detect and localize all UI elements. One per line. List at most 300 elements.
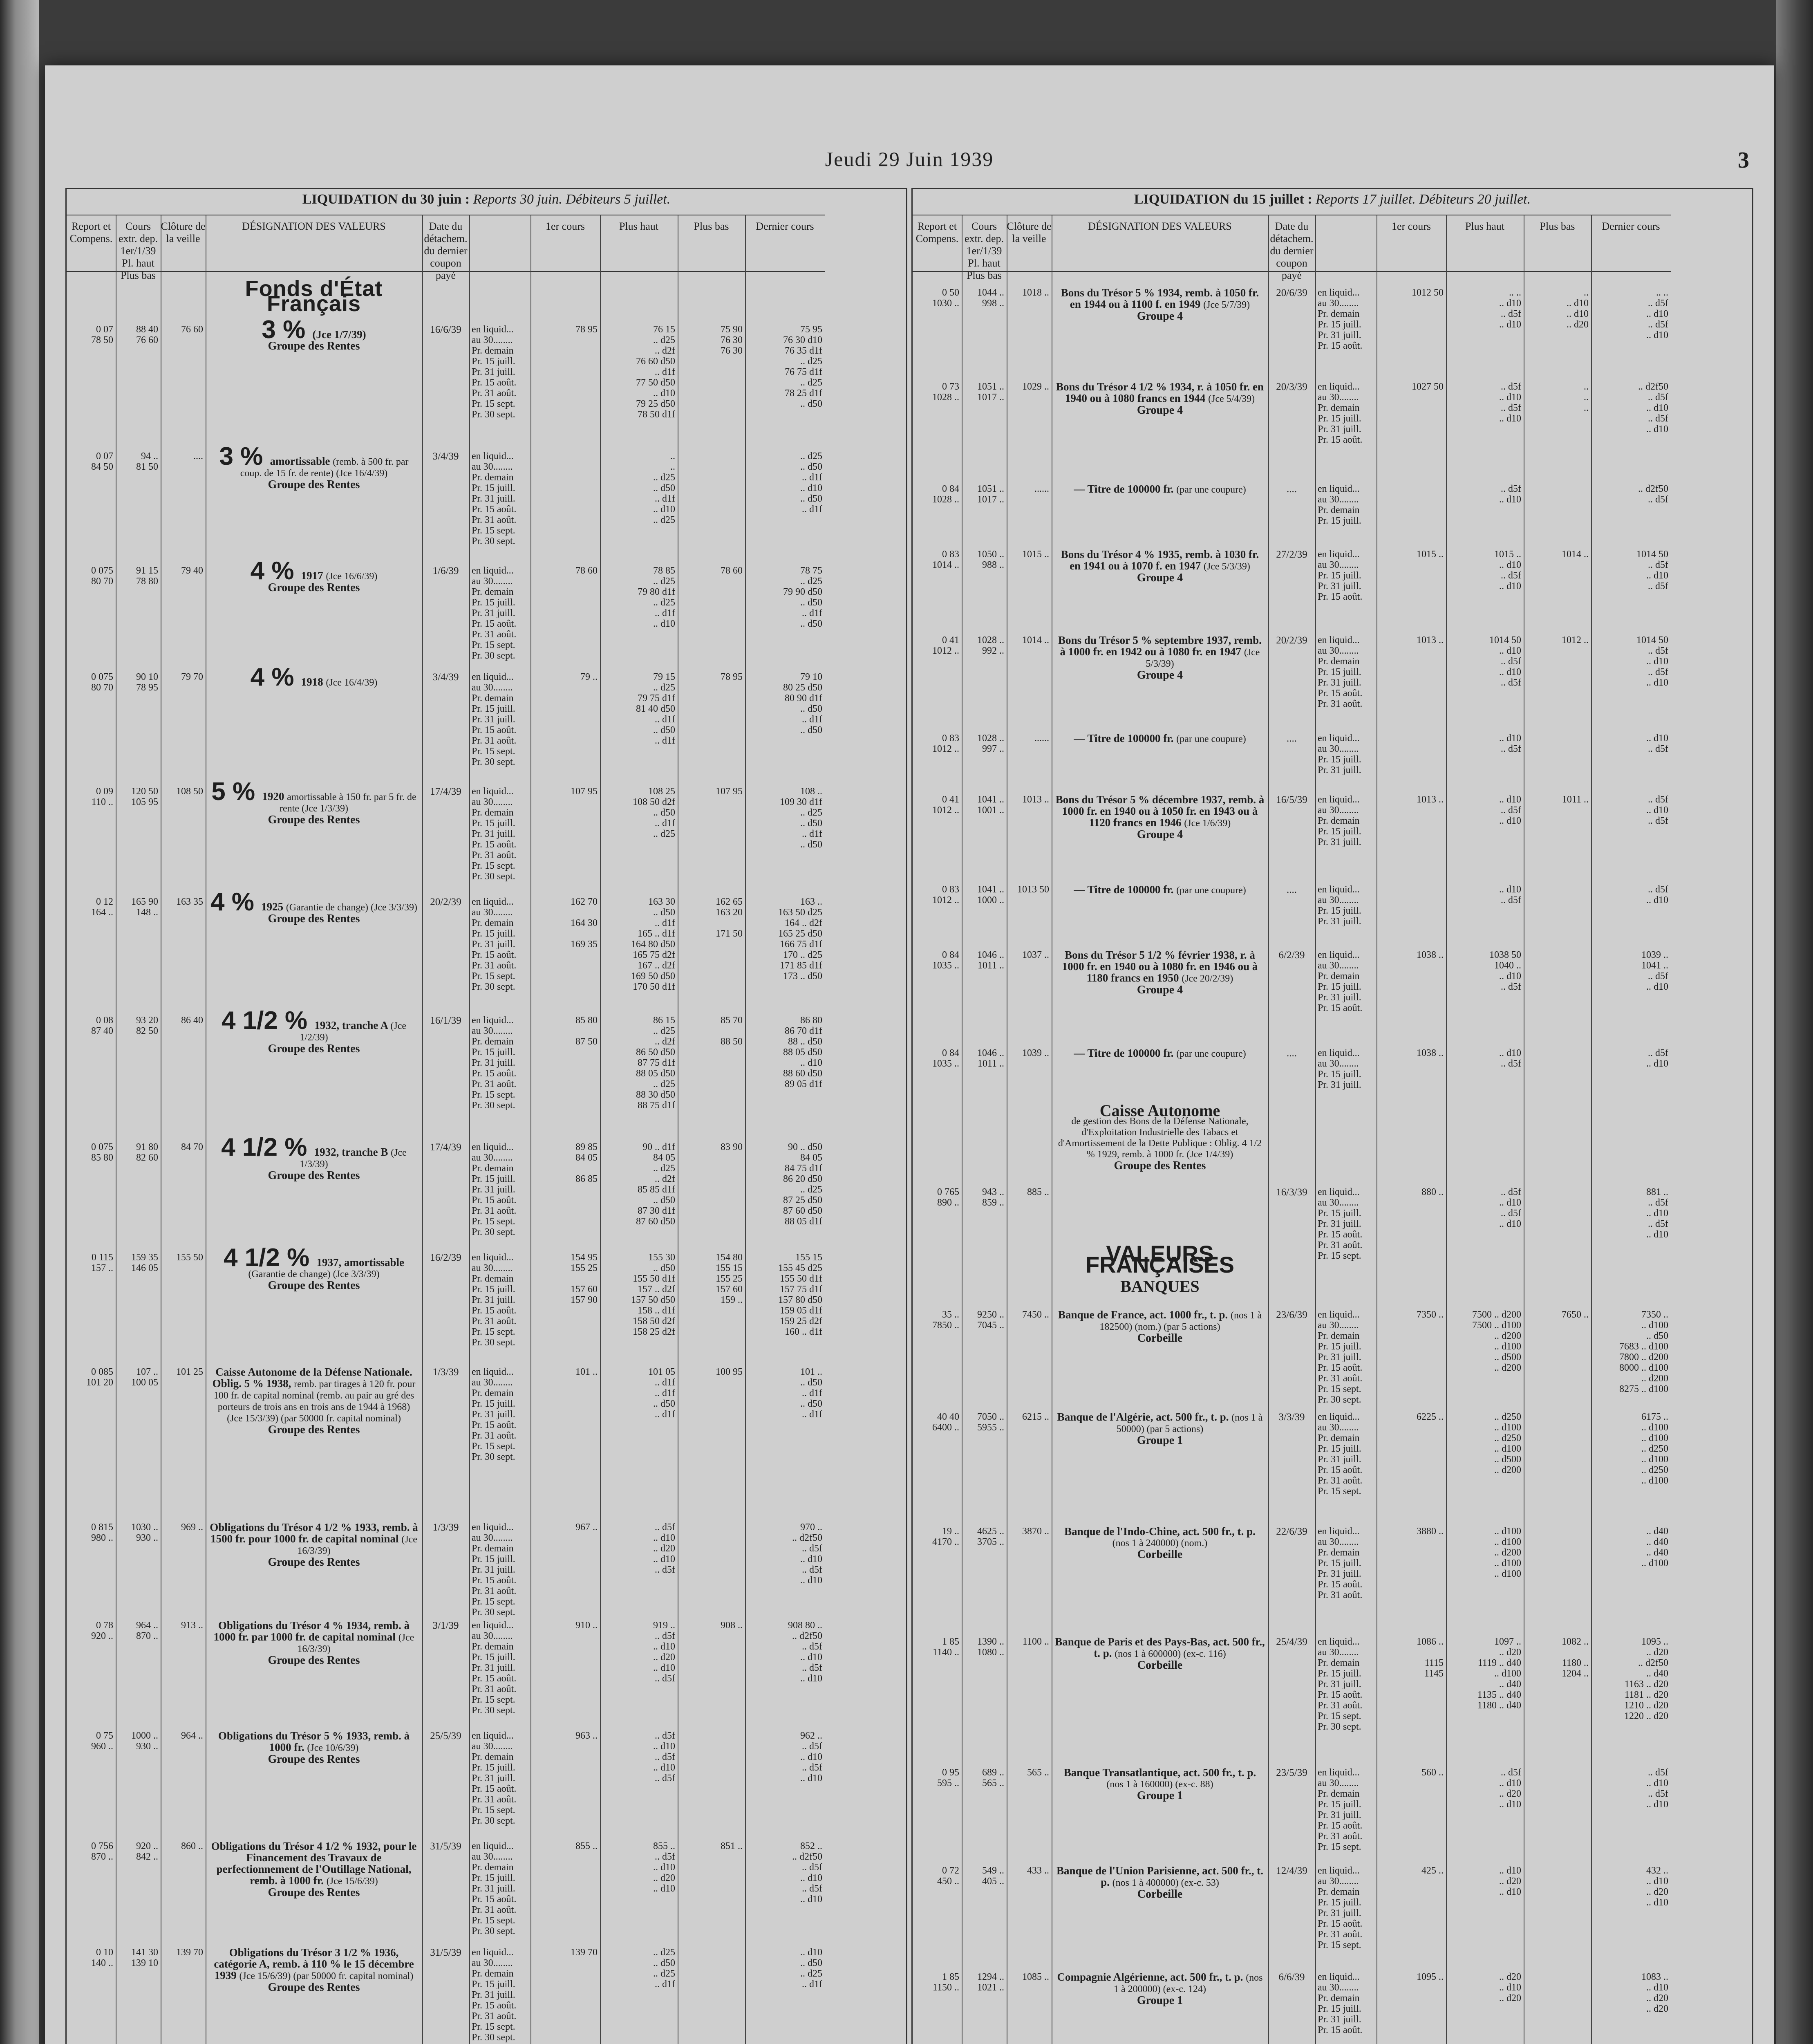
security-detail: (remb. à 500 fr. par coup. de 15 fr. de rente) (Jce 16/4/39) (240, 457, 409, 479)
last-price: 7350 .. .. d100 .. d50 7683 .. d100 7800 .. d200 8000 .. d100 .. d200 8275 .. d100 (1619, 1309, 1668, 1394)
report-value: 0 84 1028 .. (932, 484, 959, 505)
liquidation-table-left (65, 188, 907, 2044)
price-range: 107 .. 100 05 (131, 1367, 158, 1388)
security-designation (209, 442, 419, 491)
column-header-dernier: Dernier cours (745, 215, 825, 272)
last-price: .. .. .. d5f .. d10 .. d5f .. d10 (1646, 287, 1668, 341)
report-value: 0 73 1028 .. (932, 381, 959, 403)
rate-label: 4 % (210, 888, 262, 916)
security-name: Obligations du Trésor 4 % 1934, remb. à 1000 fr. par 1000 fr. de capital nominal (213, 1619, 410, 1643)
rate-label: 4 1/2 % (221, 1133, 314, 1161)
report-value: 0 83 1012 .. (932, 733, 959, 754)
closing-price: 1029 .. (1022, 381, 1049, 392)
security-designation (1055, 794, 1265, 840)
trading-group: Groupe 1 (1137, 1994, 1183, 2007)
trading-group: Corbeille (1137, 1888, 1183, 1901)
last-price: 881 .. .. d5f .. d10 .. d5f .. d10 (1646, 1187, 1668, 1240)
security-detail: (Jce 5/4/39) (1208, 394, 1255, 404)
security-designation (1055, 549, 1265, 583)
first-price: 880 .. (1421, 1187, 1444, 1197)
trading-group: Groupe des Rentes (268, 814, 360, 826)
coupon-date: 22/6/39 (1276, 1526, 1307, 1537)
settlement-terms: en liquid... au 30........ Pr. demain Pr. 15 juill. Pr. 31 juill. Pr. 15 août. Pr. 31 août. Pr. 15 sept. Pr. 30 sept. (472, 1252, 517, 1348)
price-range: 88 40 76 60 (136, 324, 158, 345)
trading-group: Groupe des Rentes (268, 340, 360, 352)
security-detail: (Garantie de change) (Jce 3/3/39) (286, 902, 417, 913)
coupon-date: 23/6/39 (1276, 1309, 1307, 1320)
column-header-terms (469, 215, 530, 272)
trading-group: Groupe des Rentes (268, 1042, 360, 1055)
section-title-text: Fonds d'État Français (245, 276, 383, 316)
settlement-terms: en liquid... au 30........ Pr. demain Pr. 15 juill. Pr. 31 juill. Pr. 15 août. Pr. 31 août. Pr. 15 sept. Pr. 30 sept. (1318, 1636, 1363, 1732)
column-rule (1315, 215, 1316, 2044)
settlement-terms: en liquid... au 30........ Pr. demain Pr. 15 juill. Pr. 31 juill. Pr. 15 août. Pr. 31 août. Pr. 15 sept. Pr. 30 sept. (472, 451, 517, 547)
report-value: 0 41 1012 .. (932, 635, 959, 656)
scan-background (1776, 0, 1813, 2044)
security-designation (209, 1841, 419, 1898)
report-value: 0 075 85 80 (91, 1142, 113, 1163)
security-name: Obligations du Trésor 5 % 1933, remb. à 1000 fr. (218, 1730, 410, 1753)
coupon-date: 16/2/39 (430, 1252, 461, 1263)
security-detail: (nos 1 à 240000) (nom.) (1112, 1538, 1208, 1549)
first-price: 910 .. (575, 1620, 598, 1631)
high-price: .. d10 .. d5f (1499, 733, 1521, 754)
security-designation (1055, 1309, 1265, 1344)
low-price: 85 70 88 50 (721, 1015, 743, 1047)
coupon-date: 3/4/39 (432, 451, 459, 462)
valeurs-title-text: VALEURS FRANÇAISES (1085, 1241, 1235, 1278)
report-value: 1 85 1140 .. (932, 1636, 959, 1658)
security-detail: (Jce 16/6/39) (326, 571, 378, 582)
closing-price: 139 70 (176, 1947, 203, 1958)
last-price: 1014 50 .. d5f .. d10 .. d5f .. d10 (1636, 635, 1668, 688)
last-price: 962 .. .. d5f .. d10 .. d5f .. d10 (800, 1730, 822, 1784)
security-detail: (par une coupure) (1176, 885, 1246, 896)
price-range: 93 20 82 50 (136, 1015, 158, 1036)
first-price: 1086 .. 1115 1145 (1417, 1636, 1444, 1679)
security-name: Banque de l'Union Parisienne, act. 500 fr., t. p. (1056, 1865, 1264, 1888)
security-detail: (par une coupure) (1176, 1049, 1246, 1059)
security-name: Compagnie Algérienne, act. 500 fr., t. p. (1057, 1971, 1246, 1983)
low-price: 7650 .. (1562, 1309, 1589, 1320)
low-price: 100 95 (716, 1367, 743, 1377)
settlement-terms: en liquid... au 30........ Pr. demain Pr. 15 juill. Pr. 31 juill. Pr. 15 août. Pr. 31 août. Pr. 15 sept. Pr. 30 sept. (472, 1620, 517, 1716)
settlement-terms: en liquid... au 30........ Pr. demain Pr. 15 juill. (1318, 484, 1361, 526)
low-price: 154 80 155 15 155 25 157 60 159 .. (716, 1252, 743, 1305)
last-price: .. d10 .. d50 .. d25 .. d1f (800, 1947, 822, 1990)
trading-group: Groupe des Rentes (268, 1279, 360, 1292)
security-designation (209, 663, 419, 691)
first-price: 7350 .. (1417, 1309, 1444, 1320)
first-price: 1038 .. (1417, 1048, 1444, 1058)
column-header-cloture: Clôture de la veille (161, 215, 206, 272)
closing-price: 1037 .. (1022, 950, 1049, 960)
security-name: 1918 (301, 676, 326, 688)
security-designation (209, 1730, 419, 1765)
column-rule (469, 215, 470, 2044)
security-designation (209, 1133, 419, 1182)
last-price: 155 15 155 45 d25 155 50 d1f 157 75 d1f 157 80 d50 159 05 d1f 159 25 d2f 160 .. d1f (778, 1252, 822, 1337)
price-range: 94 .. 81 50 (136, 451, 158, 472)
price-range: 9250 .. 7045 .. (977, 1309, 1004, 1331)
price-range: 159 35 146 05 (131, 1252, 158, 1273)
coupon-date: 25/5/39 (430, 1730, 461, 1741)
column-rule (1591, 215, 1592, 2044)
column-rule (600, 215, 601, 2044)
low-price: 1011 .. (1562, 794, 1589, 805)
settlement-terms: en liquid... au 30........ Pr. 15 juill. Pr. 31 juill. (1318, 884, 1361, 927)
security-designation (209, 888, 419, 925)
coupon-date: 16/1/39 (430, 1015, 461, 1026)
settlement-terms: en liquid... au 30........ Pr. 15 juill. Pr. 31 juill. Pr. 15 août. Pr. 31 août. Pr. 15 sept. (1318, 1187, 1363, 1261)
price-range: 91 80 82 60 (136, 1142, 158, 1163)
report-value: 0 72 450 .. (937, 1865, 959, 1887)
closing-price: 433 .. (1027, 1865, 1049, 1876)
closing-price: 860 .. (181, 1841, 203, 1851)
last-price: 970 .. .. d2f50 .. d5f .. d10 .. d5f .. d10 (792, 1522, 822, 1586)
security-detail: (par une coupure) (1176, 734, 1246, 744)
security-designation (1055, 287, 1265, 322)
liquidation-heading: LIQUIDATION du 15 juillet : (1134, 192, 1312, 207)
security-detail: (nos 1 à 50000) (par 5 actions) (1116, 1412, 1263, 1434)
closing-price: 155 50 (176, 1252, 203, 1263)
liquidation-subtitle: Reports 17 juillet. Débiteurs 20 juillet. (1316, 192, 1531, 207)
report-value: 0 075 80 70 (91, 565, 113, 587)
security-detail: (Jce 5/3/39) (1146, 647, 1260, 669)
report-value: 0 83 1014 .. (932, 549, 959, 570)
high-price: .. d250 .. d100 .. d250 .. d100 .. d500 .. d200 (1494, 1412, 1521, 1475)
security-detail: (par une coupure) (1176, 484, 1246, 495)
security-name: 1917 (301, 569, 326, 582)
high-price: 855 .. .. d5f .. d10 .. d20 .. d10 (653, 1841, 675, 1894)
closing-price: 1100 .. (1022, 1636, 1049, 1647)
price-range: 1028 .. 997 .. (977, 733, 1004, 754)
settlement-terms: en liquid... au 30........ Pr. 15 juill. Pr. 31 juill. Pr. 15 août. (1318, 549, 1363, 602)
closing-price: 76 60 (181, 324, 203, 335)
settlement-terms: en liquid... au 30........ Pr. demain Pr. 15 juill. Pr. 31 juill. Pr. 15 août. (1318, 1972, 1363, 2035)
security-name: 1932, tranche B (314, 1146, 391, 1158)
low-price: 75 90 76 30 76 30 (721, 324, 743, 356)
security-designation (1055, 381, 1265, 416)
settlement-terms: en liquid... au 30........ Pr. demain Pr. 15 juill. Pr. 31 juill. Pr. 15 août. Pr. 31 août. Pr. 15 sept. Pr. 30 sept. (472, 896, 517, 992)
settlement-terms: en liquid... au 30........ Pr. demain Pr. 15 juill. Pr. 31 juill. Pr. 15 août. Pr. 31 août. Pr. 15 sept. Pr. 30 sept. (472, 1367, 517, 1462)
settlement-terms: en liquid... au 30........ Pr. demain Pr. 15 juill. Pr. 31 juill. Pr. 15 août. (1318, 381, 1363, 445)
first-price: 560 .. (1421, 1767, 1444, 1778)
report-value: 0 756 870 .. (91, 1841, 113, 1862)
trading-group: Corbeille (1137, 1332, 1183, 1345)
high-price: .. .. .. d25 .. d50 .. d1f .. d10 .. d25 (653, 451, 675, 525)
first-price: 139 70 (571, 1947, 598, 1958)
report-value: 0 08 87 40 (91, 1015, 113, 1036)
security-detail: (Jce 1/6/39) (1184, 818, 1231, 829)
high-price: .. d10 .. d5f (1499, 884, 1521, 905)
security-name: Banque de France, act. 1000 fr., t. p. (1058, 1309, 1231, 1321)
low-price: 908 .. (721, 1620, 743, 1631)
coupon-date: 17/4/39 (430, 1142, 461, 1153)
security-designation (209, 1522, 419, 1568)
price-range: 120 50 105 95 (131, 786, 158, 807)
last-price: 101 .. .. d50 .. d1f .. d50 .. d1f (800, 1367, 822, 1420)
security-designation (1055, 1865, 1265, 1900)
closing-price: ...... (1034, 733, 1049, 744)
trading-group: Groupe 4 (1137, 572, 1183, 584)
security-designation (209, 557, 419, 594)
closing-price: 885 .. (1027, 1187, 1049, 1197)
high-price: .. d10 .. d5f (1499, 1048, 1521, 1069)
report-value: 0 07 78 50 (91, 324, 113, 345)
coupon-date: 20/2/39 (1276, 635, 1307, 646)
security-name: Bons du Trésor 5 % 1934, remb. à 1050 fr. en 1944 ou à 1100 f. en 1949 (1061, 287, 1259, 310)
security-name: Banque de Paris et des Pays-Bas, act. 500 fr., t. p. (1055, 1636, 1265, 1659)
high-price: .. d10 .. d20 .. d10 (1499, 1865, 1521, 1897)
closing-price: 565 .. (1027, 1767, 1049, 1778)
coupon-date: .... (1287, 733, 1297, 744)
coupon-date: 31/5/39 (430, 1841, 461, 1852)
closing-price: 913 .. (181, 1620, 203, 1631)
column-header-dernier: Dernier cours (1591, 215, 1671, 272)
security-name: Banque de l'Algérie, act. 500 fr., t. p. (1057, 1411, 1232, 1423)
security-detail: (Jce 20/2/39) (1182, 973, 1233, 984)
security-designation (1055, 1526, 1265, 1560)
column-rule (422, 215, 423, 2044)
security-name: — Titre de 100000 fr. (1074, 732, 1177, 744)
closing-price: 6215 .. (1022, 1412, 1049, 1422)
settlement-terms: en liquid... au 30........ Pr. demain Pr. 15 juill. Pr. 31 juill. Pr. 15 août. Pr. 31 août. Pr. 15 sept. Pr. 30 sept. (472, 324, 517, 420)
high-price: 155 30 .. d50 155 50 d1f 157 .. d2f 157 50 d50 158 .. d1f 158 50 d2f 158 25 d2f (631, 1252, 675, 1337)
column-header-plus-bas: Plus bas (678, 215, 745, 272)
security-detail: (Jce 16/4/39) (326, 677, 378, 688)
coupon-date: 1/3/39 (432, 1367, 459, 1378)
security-designation (209, 778, 419, 826)
column-header-cours: Cours extr. dep. 1er/1/39 Pl. haut Plus bas (962, 215, 1007, 272)
coupon-date: 16/6/39 (430, 324, 461, 335)
high-price: .. d5f .. d10 (1499, 484, 1521, 505)
first-price: 79 .. (580, 672, 598, 682)
first-price: 85 80 87 50 (575, 1015, 598, 1047)
low-price: 107 95 (716, 786, 743, 797)
security-name: 1937, amortissable (316, 1256, 404, 1269)
section-title (209, 276, 419, 316)
coupon-date: 20/2/39 (430, 896, 461, 908)
low-price: .. .. d10 .. d10 .. d20 (1567, 287, 1589, 330)
first-price: 89 85 84 05 86 85 (575, 1142, 598, 1184)
low-price: 1014 .. (1562, 549, 1589, 560)
last-price: .. d5f .. d10 (1646, 884, 1668, 905)
price-range: 7050 .. 5955 .. (977, 1412, 1004, 1433)
price-range: 1051 .. 1017 .. (977, 484, 1004, 505)
last-price: .. d40 .. d40 .. d40 .. d100 (1641, 1526, 1668, 1569)
last-price: .. d10 .. d5f (1646, 733, 1668, 754)
security-name: Bons du Trésor 4 1/2 % 1934, r. à 1050 fr. en 1940 ou à 1080 francs en 1944 (1056, 381, 1264, 404)
security-detail: (nos 1 à 400000) (ex-c. 53) (1112, 1878, 1219, 1888)
report-value: 0 10 140 .. (91, 1947, 113, 1968)
report-value: 0 765 890 .. (937, 1187, 959, 1208)
high-price: .. d10 .. d5f .. d10 (1499, 794, 1521, 826)
price-range: 964 .. 870 .. (136, 1620, 158, 1641)
price-range: 549 .. 405 .. (982, 1865, 1004, 1887)
first-price: 855 .. (575, 1841, 598, 1851)
high-price: 90 .. d1f 84 05 .. d25 .. d2f 85 85 d1f .. d50 87 30 d1f 87 60 d50 (636, 1142, 675, 1227)
security-designation (209, 1006, 419, 1055)
report-value: 0 83 1012 .. (932, 884, 959, 905)
first-price: 1095 .. (1417, 1972, 1444, 1982)
security-designation (1055, 1636, 1265, 1671)
security-designation (1055, 635, 1265, 681)
settlement-terms: en liquid... au 30........ Pr. demain Pr. 15 juill. Pr. 31 juill. Pr. 15 août. Pr. 31 août. Pr. 15 sept. (1318, 1865, 1363, 1950)
trading-group: Groupe 4 (1137, 984, 1183, 996)
security-name: 1932, tranche A (314, 1019, 391, 1031)
last-price: 108 .. 109 30 d1f .. d25 .. d50 .. d1f .. d50 (780, 786, 822, 850)
closing-price: 969 .. (181, 1522, 203, 1533)
settlement-terms: en liquid... au 30........ Pr. demain Pr. 15 juill. Pr. 31 juill. Pr. 15 août. Pr. 31 août. Pr. 15 sept. Pr. 30 sept. (1318, 1309, 1363, 1405)
coupon-date: 31/5/39 (430, 1947, 461, 1958)
report-value: 1 85 1150 .. (932, 1972, 959, 1993)
last-price: 1014 50 .. d5f .. d10 .. d5f (1636, 549, 1668, 592)
price-range: 1030 .. 930 .. (131, 1522, 158, 1543)
closing-price: 86 40 (181, 1015, 203, 1026)
security-detail: remb. par tirages à 120 fr. pour 100 fr. de capital nominal (remb. au pair au gré des porteurs de trois ans en trois ans de 1944 à 1968) (Jce 15/3/39) (par 50000 fr. capital nominal) (213, 1379, 416, 1424)
trading-group: Groupe des Rentes (1114, 1159, 1206, 1172)
first-price: 78 60 (575, 565, 598, 576)
coupon-date: 23/5/39 (1276, 1767, 1307, 1778)
last-price: 908 80 .. .. d2f50 .. d5f .. d10 .. d5f .. d10 (788, 1620, 822, 1684)
first-price: 78 95 (575, 324, 598, 335)
settlement-terms: en liquid... au 30........ Pr. demain Pr. 15 juill. Pr. 31 juill. Pr. 15 août. Pr. 31 août. Pr. 15 sept. Pr. 30 sept. (472, 1730, 517, 1826)
coupon-date: 1/6/39 (432, 565, 459, 576)
coupon-date: 3/4/39 (432, 672, 459, 683)
security-detail: (Jce 1/3/39) (300, 1148, 407, 1170)
rate-label: 5 % (211, 778, 262, 806)
security-name: amortissable (270, 455, 333, 467)
low-price: 78 95 (721, 672, 743, 682)
trading-group: Groupe des Rentes (268, 1753, 360, 1766)
settlement-terms: en liquid... au 30........ Pr. demain Pr. 15 juill. Pr. 31 juill. Pr. 15 août. Pr. 31 août. Pr. 15 sept. (1318, 1767, 1363, 1852)
first-price: 154 95 155 25 157 60 157 90 (571, 1252, 598, 1305)
settlement-terms: en liquid... au 30........ Pr. 15 juill. Pr. 31 juill. (1318, 733, 1361, 775)
last-price: 75 95 76 30 d10 76 35 d1f .. d25 76 75 d1f .. d25 78 25 d1f .. d50 (783, 324, 822, 409)
rate-label: 4 1/2 % (221, 1006, 315, 1035)
last-price: 1039 .. 1041 .. .. d5f .. d10 (1641, 950, 1668, 992)
security-designation (209, 1620, 419, 1666)
security-detail: (Jce 16/3/39) (297, 1632, 414, 1654)
security-detail: (nos 1 à 600000) (ex-c. 116) (1115, 1649, 1226, 1659)
security-name: Bons du Trésor 5 % septembre 1937, remb. à 1000 fr. en 1942 ou à 1080 fr. en 1947 (1058, 634, 1262, 658)
security-detail: (Jce 10/6/39) (307, 1743, 359, 1753)
price-range: 4625 .. 3705 .. (977, 1526, 1004, 1547)
security-name: Bons du Trésor 5 % décembre 1937, remb. à 1000 fr. en 1940 ou à 1050 fr. en 1943 ou à 1120 francs en 1946 (1055, 793, 1265, 829)
last-price: .. d5f .. d10 (1646, 1048, 1668, 1069)
coupon-date: 20/3/39 (1276, 381, 1307, 392)
closing-price: 79 40 (181, 565, 203, 576)
high-price: .. d5f .. d10 .. d5f .. d10 (1499, 381, 1521, 424)
first-price: 967 .. (575, 1522, 598, 1533)
settlement-terms: en liquid... au 30........ Pr. demain Pr. 15 juill. Pr. 31 juill. Pr. 15 août. Pr. 31 août. Pr. 15 sept. Pr. 30 sept. (472, 1522, 517, 1618)
last-price: 78 75 .. d25 79 90 d50 .. d50 .. d1f .. d50 (783, 565, 822, 629)
first-price: 1015 .. (1417, 549, 1444, 560)
closing-price: 964 .. (181, 1730, 203, 1741)
security-designation (209, 1947, 419, 1993)
first-price: 1012 50 (1412, 287, 1444, 298)
column-header-plus-bas: Plus bas (1524, 215, 1591, 272)
report-value: 0 115 157 .. (91, 1252, 113, 1273)
high-price: .. d5f .. d10 .. d5f .. d10 (1499, 1187, 1521, 1229)
security-name: Banque de l'Indo-Chine, act. 500 fr., t. p. (1064, 1525, 1256, 1537)
high-price: 1097 .. .. d20 1119 .. d40 .. d100 .. d40 1135 .. d40 1180 .. d40 (1477, 1636, 1521, 1711)
closing-price: 1013 50 (1017, 884, 1049, 895)
column-rule (530, 215, 531, 2044)
security-designation (1055, 484, 1265, 495)
high-price: .. d5f .. d10 .. d5f .. d10 .. d5f (653, 1730, 675, 1784)
security-name: Bons du Trésor 5 1/2 % février 1938, r. à 1000 fr. en 1940 ou à 1080 fr. en 1946 ou à 1180 francs en 1950 (1062, 949, 1258, 984)
coupon-date: 25/4/39 (1276, 1636, 1307, 1647)
low-price: 1082 .. 1180 .. 1204 .. (1562, 1636, 1589, 1679)
rate-label: 4 1/2 % (224, 1244, 317, 1272)
security-detail: (Jce 5/7/39) (1203, 300, 1250, 310)
high-price: 78 85 .. d25 79 80 d1f .. d25 .. d1f .. d10 (638, 565, 675, 629)
security-name: — Titre de 100000 fr. (1074, 483, 1177, 495)
trading-group: Groupe 4 (1137, 828, 1183, 841)
price-range: 1050 .. 988 .. (977, 549, 1004, 570)
settlement-terms: en liquid... au 30........ Pr. demain Pr. 15 juill. Pr. 31 juill. Pr. 15 août. Pr. 31 août. Pr. 15 sept. Pr. 30 sept. (472, 1015, 517, 1111)
column-header-report: Report et Compens. (913, 215, 962, 272)
settlement-terms: en liquid... au 30........ Pr. demain Pr. 15 juill. Pr. 31 juill. (1318, 794, 1361, 847)
price-range: 920 .. 842 .. (136, 1841, 158, 1862)
column-header-plus-haut: Plus haut (1446, 215, 1524, 272)
report-value: 0 75 960 .. (91, 1730, 113, 1752)
settlement-terms: en liquid... au 30........ Pr. demain Pr. 15 juill. Pr. 31 juill. Pr. 15 août. Pr. 31 août. Pr. 15 sept. Pr. 30 sept. (472, 1947, 517, 2043)
security-designation (1055, 733, 1265, 745)
trading-group: Corbeille (1137, 1659, 1183, 1672)
report-value: 40 40 6400 .. (932, 1412, 959, 1433)
high-price: .. d100 .. d100 .. d200 .. d100 .. d100 (1494, 1526, 1521, 1579)
caisse-detail: de gestion des Bons de la Défense Nationale, d'Exploitation Industrielle des Tabacs et d'Amortissement de la Dette Publique : Oblig. 4 1/2 % 1929, remb. à 1000 fr. (Jce 1/4/39) (1058, 1116, 1262, 1160)
trading-group: Groupe des Rentes (268, 581, 360, 594)
closing-price: 1018 .. (1022, 287, 1049, 298)
trading-group: Groupe 1 (1137, 1434, 1183, 1447)
last-price: .. d25 .. d50 .. d1f .. d10 .. d50 .. d1f (800, 451, 822, 515)
first-price: 101 .. (575, 1367, 598, 1377)
settlement-terms: en liquid... au 30........ Pr. 15 juill. Pr. 31 juill. (1318, 1048, 1361, 1090)
settlement-terms: en liquid... au 30........ Pr. demain Pr. 15 juill. Pr. 31 juill. Pr. 15 août. Pr. 31 août. (1318, 635, 1363, 709)
coupon-date: .... (1287, 884, 1297, 895)
last-price: 852 .. .. d2f50 .. d5f .. d10 .. d5f .. d10 (792, 1841, 822, 1905)
report-value: 0 78 920 .. (91, 1620, 113, 1641)
last-price: 163 .. 163 50 d25 164 .. d2f 165 25 d50 166 75 d1f 170 .. d25 171 85 d1f 173 .. d50 (778, 896, 822, 982)
price-range: 1028 .. 992 .. (977, 635, 1004, 656)
low-price: 851 .. (721, 1841, 743, 1851)
high-price: 1014 50 .. d10 .. d5f .. d10 .. d5f (1489, 635, 1521, 688)
closing-price: 163 35 (176, 896, 203, 907)
high-price: 76 15 .. d25 .. d2f 76 60 d50 .. d1f 77 50 d50 .. d10 79 25 d50 78 50 d1f (636, 324, 675, 420)
security-name: (Jce 1/7/39) (312, 328, 366, 341)
last-price: 1095 .. .. d20 .. d2f50 .. d40 1163 .. d20 1181 .. d20 1210 .. d20 1220 .. d20 (1624, 1636, 1668, 1721)
security-designation (1055, 1048, 1265, 1060)
report-value: 0 075 80 70 (91, 672, 113, 693)
report-value: 0 41 1012 .. (932, 794, 959, 816)
banques-title (1055, 1277, 1265, 1295)
report-value: 19 .. 4170 .. (932, 1526, 959, 1547)
price-range: 91 15 78 80 (136, 565, 158, 587)
column-header-terms (1315, 215, 1377, 272)
column-rule (1446, 215, 1447, 2044)
security-detail: (Jce 15/6/39) (326, 1876, 378, 1887)
trading-group: Groupe des Rentes (268, 1886, 360, 1899)
report-value: 0 815 980 .. (91, 1522, 113, 1543)
price-range: 90 10 78 95 (136, 672, 158, 693)
high-price: 79 15 .. d25 79 75 d1f 81 40 d50 .. d1f .. d50 .. d1f (636, 672, 675, 746)
security-designation (1055, 1767, 1265, 1801)
liquidation-table-right (911, 188, 1753, 2044)
